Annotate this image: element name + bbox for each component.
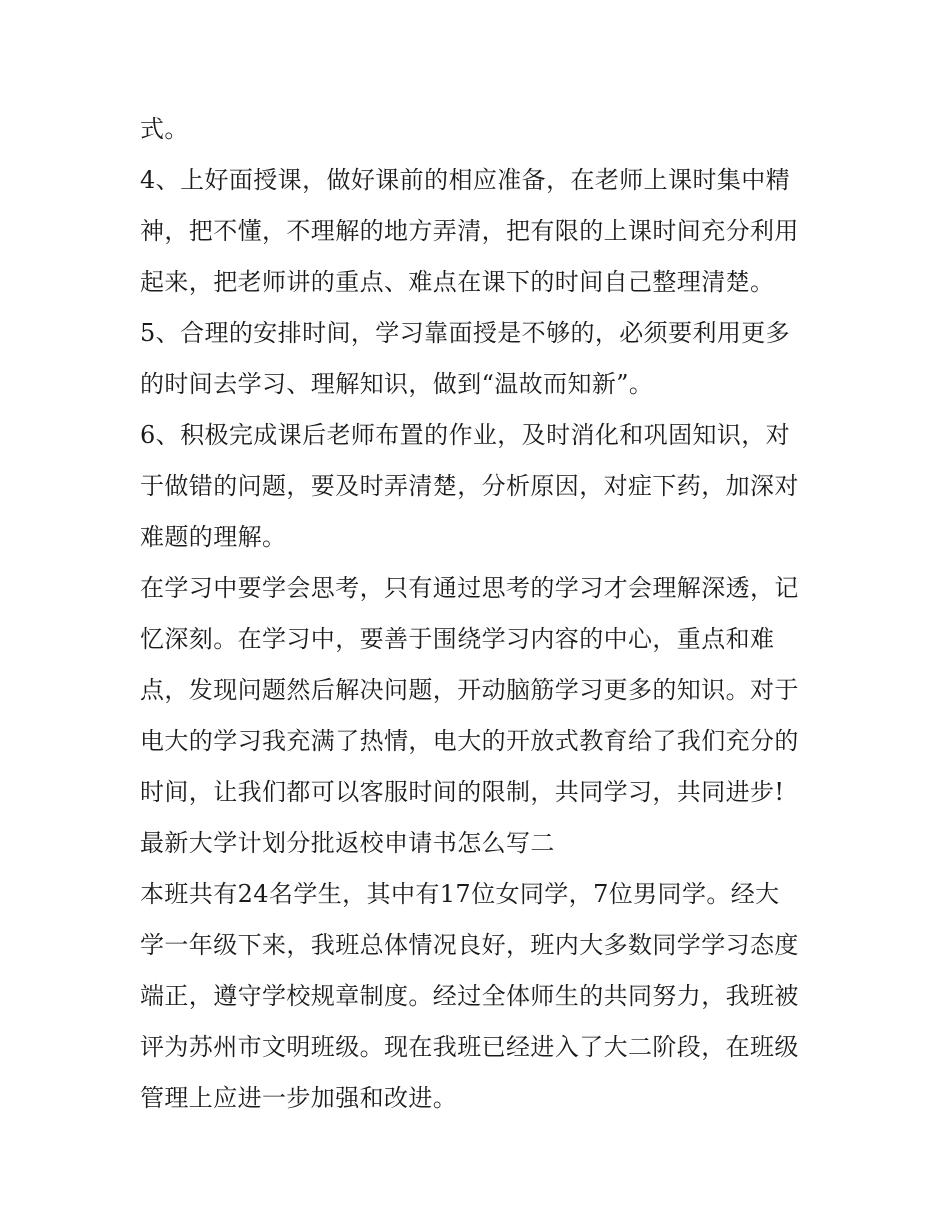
text-line: 的时间去学习、理解知识，做到“温故而知新”。 [140,370,654,398]
text-line: 忆深刻。在学习中，要善于围绕学习内容的中心，重点和难 [140,625,775,653]
text-line: 5、合理的安排时间，学习靠面授是不够的，必须要利用更多 [140,319,791,347]
text-line: 学一年级下来，我班总体情况良好，班内大多数同学学习态度 [140,931,799,959]
text-line: 式。 [140,115,189,143]
text-line: 点，发现问题然后解决问题，开动脑筋学习更多的知识。对于 [140,676,799,704]
text-line: 评为苏州市文明班级。现在我班已经进入了大二阶段，在班级 [140,1033,799,1061]
text-line: 本班共有24名学生，其中有17位女同学，7位男同学。经大 [140,880,780,908]
text-line: 难题的理解。 [140,523,287,551]
document-body [140,104,820,1124]
text-line: 6、积极完成课后老师布置的作业，及时消化和巩固知识，对 [140,421,791,449]
text-line: 于做错的问题，要及时弄清楚，分析原因，对症下药，加深对 [140,472,799,500]
text-line: 神，把不懂，不理解的地方弄清，把有限的上课时间充分利用 [140,217,799,245]
text-line: 4、上好面授课，做好课前的相应准备，在老师上课时集中精 [140,166,791,194]
text-line: 起来，把老师讲的重点、难点在课下的时间自己整理清楚。 [140,268,775,296]
section-heading: 最新大学计划分批返校申请书怎么写二 [140,829,555,857]
text-line: 在学习中要学会思考，只有通过思考的学习才会理解深透，记 [140,574,799,602]
text-line: 端正，遵守学校规章制度。经过全体师生的共同努力，我班被 [140,982,799,1010]
text-line: 电大的学习我充满了热情，电大的开放式教育给了我们充分的 [140,727,799,755]
text-line: 管理上应进一步加强和改进。 [140,1084,458,1112]
text-line: 时间，让我们都可以客服时间的限制，共同学习，共同进步! [140,778,785,806]
